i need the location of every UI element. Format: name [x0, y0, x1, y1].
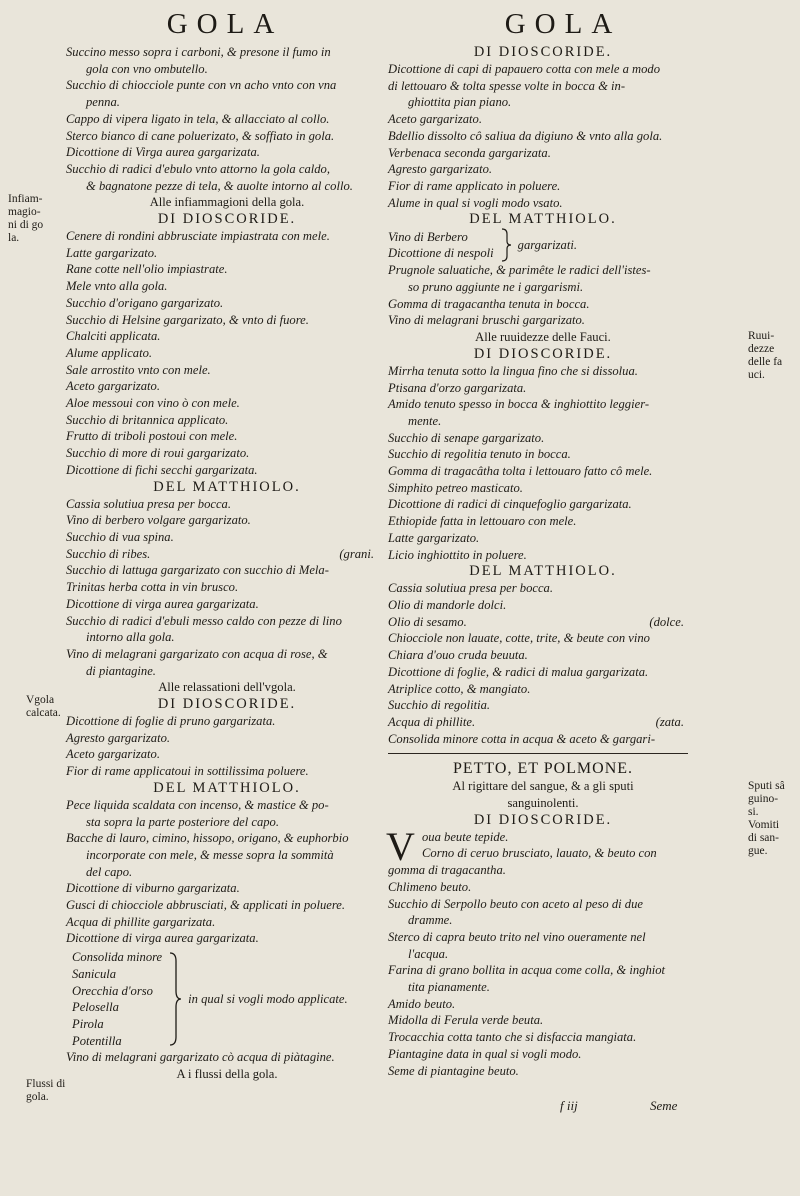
margin-note-line: di san- — [748, 832, 779, 844]
text-line: Vino di berbero volgare gargarizato. — [66, 513, 251, 528]
text-line: Cappo di vipera ligato in tela, & allacciato al collo. — [66, 111, 330, 126]
right-mid-block — [388, 262, 698, 747]
sub-heading: DI DIOSCORIDE. — [473, 44, 613, 60]
text-line: Cassia solutiua presa per bocca. — [66, 496, 231, 511]
text-line: Prugnole saluatiche, & parimête le radici dell'istes- — [388, 263, 651, 278]
brace-text-right: gargarizati. — [517, 237, 578, 252]
text-line: Succhio di Serpollo beuto con aceto al peso di due — [388, 896, 643, 911]
text-line: Aceto gargarizato. — [66, 747, 160, 762]
right-column — [388, 44, 698, 1079]
margin-note-line: gola. — [26, 1091, 49, 1103]
text-line: gola con vno ombutello. — [86, 61, 208, 76]
text-line: Dicottione di Virga aurea gargarizata. — [66, 145, 260, 160]
text-line: Sterco di capra beuto trito nel vino oueramente nel — [388, 929, 646, 944]
brace-item: Pelosella — [72, 1000, 119, 1015]
drop-cap-paragraph — [386, 823, 698, 869]
text-line: Chlimeno beuto. — [388, 879, 472, 894]
text-line — [66, 546, 388, 563]
text-line: Dicottione di radici di cinquefoglio gargarizata. — [388, 497, 632, 512]
margin-note-line: gue. — [748, 845, 768, 857]
brace-group-right — [388, 228, 698, 262]
text-line: Chiara d'ouo cruda beuuta. — [388, 648, 528, 663]
text-line: Vino di melagrani gargarizato cò acqua di piàtagine. — [66, 1050, 335, 1065]
text-line: Olio di mandorle dolci. — [388, 597, 507, 612]
margin-note-inflammation — [8, 193, 43, 245]
text-line: oua beute tepide. — [422, 829, 509, 844]
running-head-right: GOLA — [504, 8, 622, 40]
running-head-left: GOLA — [166, 8, 284, 40]
sub-heading: DEL MATTHIOLO. — [469, 211, 617, 228]
text-line: Sale arrostito vnto con mele. — [66, 362, 211, 377]
text-line: Gomma di tragacâtha tolta i lettouaro fatto cô mele. — [388, 464, 653, 479]
text-line: Frutto di triboli postoui con mele. — [66, 429, 238, 444]
text-line: Cassia solutiua presa per bocca. — [388, 581, 553, 596]
text-line: Dicottione di foglie di pruno gargarizata. — [66, 714, 276, 729]
left-text-block — [66, 44, 388, 947]
text-line: Succino messo sopra i carboni, & presone il fumo in — [66, 45, 331, 59]
text-line: Dicottione di virga aurea gargarizata. — [66, 596, 259, 611]
text-line — [388, 614, 698, 631]
text-line: Trocacchia cotta tanto che si disfaccia mangiata. — [388, 1030, 637, 1045]
text-line: Amido tenuto spesso in bocca & inghiottito leggier- — [388, 397, 650, 412]
text-line: Dicottione di viburno gargarizata. — [66, 881, 240, 896]
text-line: di piantagine. — [86, 663, 156, 678]
margin-note-line: Sputi sâ — [748, 780, 785, 792]
text-line: Rane cotte nell'olio impiastrate. — [66, 262, 228, 277]
text-line: Latte gargarizato. — [388, 530, 480, 545]
text-line: Verbenaca seconda gargarizata. — [388, 145, 551, 160]
text-line: Ethiopide fatta in lettouaro con mele. — [388, 514, 577, 529]
text-line: Licio inghiottito in poluere. — [388, 547, 527, 562]
text-line: Pece liquida scaldata con incenso, & mastice & po- — [66, 797, 329, 812]
section-heading: Alle ruuidezze delle Fauci. — [475, 330, 611, 345]
brace-text-left: in qual si vogli modo applicate. — [188, 991, 348, 1006]
brace-item: Consolida minore — [72, 950, 163, 965]
text-line: Sterco bianco di cane poluerizato, & soffiato in gola. — [66, 128, 335, 143]
margin-note-line: Vomiti — [748, 819, 780, 831]
brace-list-left — [66, 949, 162, 1049]
text-line: Succhio di Helsine gargarizato, & vnto di fuore. — [66, 312, 309, 327]
text-line: Aloe messoui con vino ò con mele. — [66, 396, 240, 411]
text-line: intorno alla gola. — [86, 630, 175, 645]
text-line: Agresto gargarizato. — [66, 730, 171, 745]
text-line: gomma di tragacantha. — [388, 863, 506, 878]
text-line: Succhio di senape gargarizato. — [388, 430, 545, 445]
text-line: Piantagine data in qual si vogli modo. — [388, 1046, 582, 1061]
text-line: Fior di rame applicato in poluere. — [388, 178, 561, 193]
margin-note-line: Infiam- — [8, 193, 43, 205]
text-line: ghiottita pian piano. — [408, 95, 512, 110]
section-title-petto: PETTO, ET POLMONE. — [452, 760, 634, 778]
text-line: Mele vnto alla gola. — [66, 279, 168, 294]
text-line: Succhio di regolitia. — [388, 698, 491, 713]
text-line: del capo. — [86, 864, 133, 879]
text-line: Midolla di Ferula verde beuta. — [388, 1013, 544, 1028]
text-line: Aceto gargarizato. — [388, 112, 482, 127]
margin-note-line: dezze — [748, 343, 775, 355]
left-column — [66, 44, 388, 1083]
sub-heading: DI DIOSCORIDE. — [157, 211, 297, 228]
section-heading: Alle infiammagioni della gola. — [149, 195, 305, 210]
brace-item: Potentilla — [72, 1033, 122, 1048]
text-line: Alume applicato. — [66, 345, 153, 360]
section-subtitle: Al rigittare del sangue, & a gli sputi — [452, 779, 634, 794]
text-line: Consolida minore cotta in acqua & aceto & gargari- — [388, 731, 656, 746]
margin-note-line: Ruui- — [748, 330, 775, 342]
section-divider — [388, 753, 688, 754]
text-line: Latte gargarizato. — [66, 245, 158, 260]
text-line: Succhio d'origano gargarizato. — [66, 295, 224, 310]
text-line: Cenere di rondini abbrusciate impiastrata con mele. — [66, 229, 330, 244]
text-line: Vino di melagrani bruschi gargarizato. — [388, 313, 585, 328]
sub-heading: DEL MATTHIOLO. — [153, 779, 301, 796]
text-line: Simphito petreo masticato. — [388, 480, 523, 495]
text-line: Succhio di lattuga gargarizato con succhio di Mela- — [66, 563, 329, 578]
margin-note-line: la. — [8, 232, 20, 244]
brace-item: Sanicula — [72, 966, 117, 981]
brace-icon — [500, 228, 512, 262]
text-line: Trinitas herba cotta in vin brusco. — [66, 580, 239, 595]
margin-note-line: ni di go — [8, 219, 44, 231]
margin-note-roughness — [748, 330, 782, 382]
signature-mark: f iij — [560, 1098, 578, 1113]
text-line — [388, 714, 698, 731]
sub-heading-dioscoride: DI DIOSCORIDE. — [473, 811, 613, 828]
text-line: Acqua di phillite gargarizata. — [66, 914, 216, 929]
margin-note-line: guino- — [748, 793, 779, 805]
text-line: l'acqua. — [408, 946, 449, 961]
text-line: tita pianamente. — [408, 980, 490, 995]
margin-note-line: uci. — [748, 369, 765, 381]
line-tail: (grani. — [339, 546, 374, 561]
text-line: & bagnatone pezze di tela, & auolte intorno al collo. — [86, 178, 353, 193]
sub-heading: DI DIOSCORIDE. — [157, 696, 297, 713]
text-line: Amido beuto. — [388, 996, 456, 1011]
brace-item: Vino di Berbero — [388, 229, 468, 244]
line-text: Olio di sesamo. — [388, 614, 467, 629]
text-line: Farina di grano bollita in acqua come colla, & inghiot — [388, 963, 666, 978]
text-line: di lettouaro & tolta spesse volte in bocca & in- — [388, 78, 626, 93]
brace-icon — [168, 951, 182, 1047]
line-tail: (dolce. — [649, 614, 684, 629]
text-line: Bdellio dissolto cô saliua da digiuno & vnto alla gola. — [388, 128, 663, 143]
right-text-block — [388, 44, 698, 228]
text-line: mente. — [408, 413, 442, 428]
section-heading: Alle relassationi dell'vgola. — [158, 680, 296, 695]
sub-heading: DI DIOSCORIDE. — [473, 345, 613, 362]
text-line: Succhio di radici d'ebuli messo caldo con pezze di lino — [66, 613, 342, 628]
text-line: Chiocciole non lauate, cotte, trite, & beute con vino — [388, 631, 650, 646]
text-line: sta sopra la parte posteriore del capo. — [86, 814, 279, 829]
section-heading: A i flussi della gola. — [176, 1067, 278, 1082]
brace-list-right — [388, 229, 494, 262]
section-subtitle-cont: sanguinolenti. — [507, 796, 579, 811]
margin-note-line: Vgola — [26, 694, 55, 706]
text-line: incorporate con mele, & messe sopra la sommità — [86, 847, 334, 862]
text-line: Dicottione di foglie, & radici di malua gargarizata. — [388, 664, 649, 679]
text-line: Fior di rame applicatoui in sottilissima poluere. — [66, 764, 309, 779]
text-line: Seme di piantagine beuto. — [388, 1063, 519, 1078]
margin-note-line: delle fa — [748, 356, 783, 368]
left-tail-block — [66, 1049, 388, 1082]
line-text: Acqua di phillite. — [388, 714, 476, 729]
text-line: penna. — [86, 95, 120, 110]
petto-text-block — [388, 862, 698, 1079]
text-line: Agresto gargarizato. — [388, 162, 493, 177]
text-line: so pruno aggiunte ne i gargarismi. — [408, 280, 584, 295]
brace-group-left — [66, 949, 388, 1049]
text-line: Succhio di regolitia tenuto in bocca. — [388, 447, 571, 462]
text-line: Atriplice cotto, & mangiato. — [388, 681, 531, 696]
margin-note-line: calcata. — [26, 707, 61, 719]
brace-item: Pirola — [72, 1016, 104, 1031]
line-text: Succhio di ribes. — [66, 546, 151, 561]
margin-note-line: magio- — [8, 206, 41, 218]
text-line: Chalciti applicata. — [66, 329, 161, 344]
line-tail: (zata. — [655, 714, 684, 729]
text-line: Succhio di britannica applicato. — [66, 412, 229, 427]
margin-note-uvula — [26, 694, 61, 720]
text-line: Vino di melagrani gargarizato con acqua di rose, & — [66, 646, 328, 661]
text-line: Dicottione di capi di papauero cotta con mele a modo — [388, 62, 660, 76]
drop-cap: V — [386, 823, 415, 869]
brace-item: Dicottione di nespoli — [388, 246, 494, 261]
margin-note-blood — [748, 780, 785, 858]
text-line: Corno di ceruo brusciato, lauato, & beuto con — [422, 846, 657, 861]
text-line: Alume in qual si vogli modo vsato. — [388, 195, 563, 210]
text-line: Gusci di chiocciole abbrusciati, & applicati in poluere. — [66, 898, 345, 913]
text-line: dramme. — [408, 913, 453, 928]
text-line: Succhio di more di roui gargarizato. — [66, 446, 250, 461]
brace-item: Orecchia d'orso — [72, 983, 153, 998]
text-line: Succhio di radici d'ebulo vnto attorno la gola caldo, — [66, 161, 330, 176]
margin-note-line: Flussi di — [26, 1078, 66, 1090]
text-line: Bacche di lauro, cimino, hissopo, origano, & euphorbio — [66, 831, 349, 846]
text-line: Gomma di tragacantha tenuta in bocca. — [388, 296, 590, 311]
catchword: Seme — [650, 1098, 678, 1113]
text-line: Ptisana d'orzo gargarizata. — [388, 380, 527, 395]
text-line: Succhio di vua spina. — [66, 529, 174, 544]
text-line: Succhio di chiocciole punte con vn acho vnto con vna — [66, 78, 337, 93]
sub-heading: DEL MATTHIOLO. — [469, 563, 617, 580]
text-line: Dicottione di virga aurea gargarizata. — [66, 931, 259, 946]
text-line: Mirrha tenuta sotto la lingua fino che si dissolua. — [388, 363, 638, 378]
margin-note-line: si. — [748, 806, 759, 818]
text-line: Dicottione di fichi secchi gargarizata. — [66, 462, 258, 477]
margin-note-fluxes — [26, 1078, 65, 1104]
text-line: Aceto gargarizato. — [66, 379, 160, 394]
sub-heading: DEL MATTHIOLO. — [153, 478, 301, 495]
